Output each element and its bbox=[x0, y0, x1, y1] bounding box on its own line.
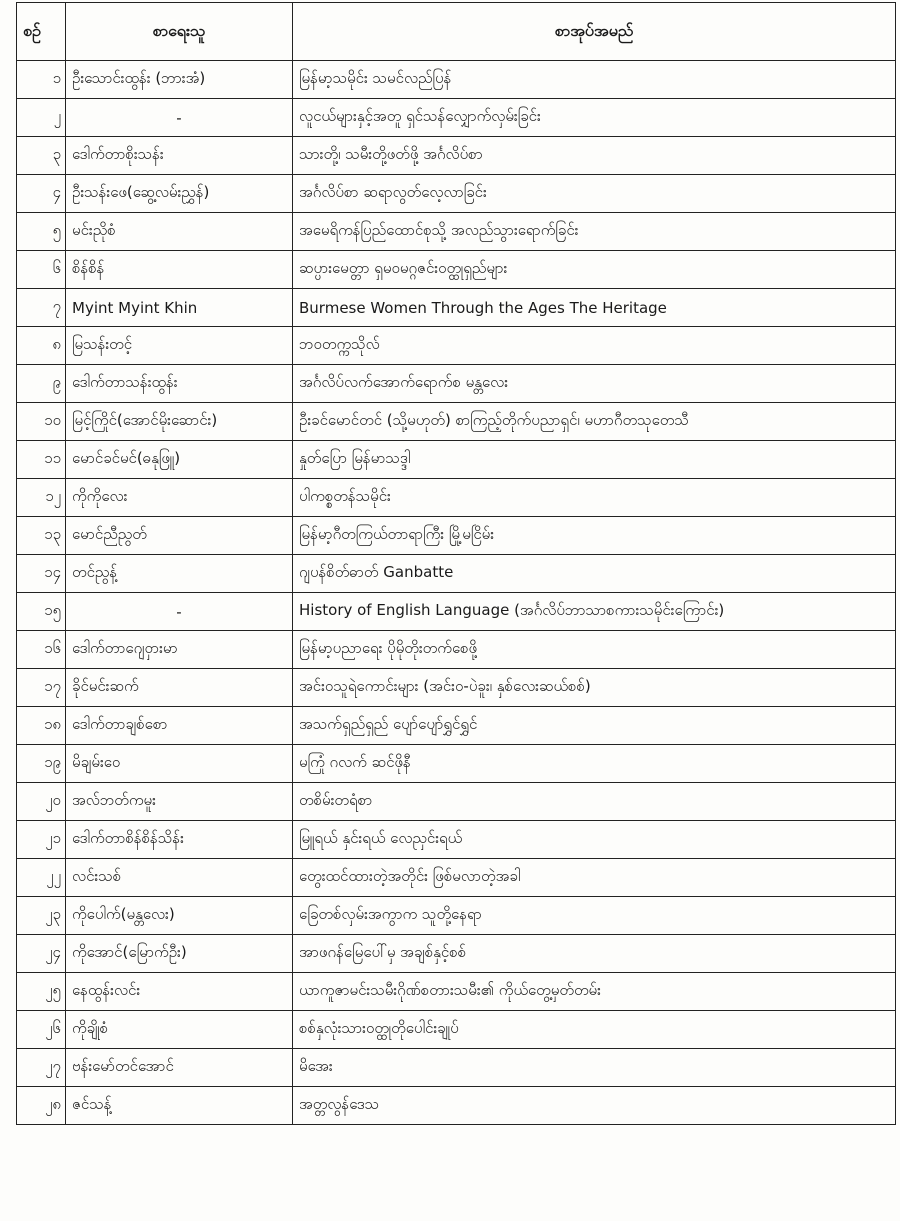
row-author: ဦးသောင်းထွန်း (ဘားအံ) bbox=[66, 61, 293, 99]
row-author: ဒေါက်တာဂျေဝှားမာ bbox=[66, 631, 293, 669]
row-author: မြသန်းတင့် bbox=[66, 327, 293, 365]
row-title: ဘဝတက္ကသိုလ် bbox=[293, 327, 896, 365]
table-row bbox=[17, 821, 896, 859]
row-author: မြင့်ကြိုင်(အောင်မိုးဆောင်း) bbox=[66, 403, 293, 441]
table-row bbox=[17, 251, 896, 289]
row-title: မြန်မာ့ဂီတကြယ်တာရာကြီး မြို့မငြိမ်း bbox=[293, 517, 896, 555]
table-row bbox=[17, 783, 896, 821]
table-row bbox=[17, 707, 896, 745]
row-number: ၁၃ bbox=[17, 517, 66, 555]
row-title: နှုတ်ပြော မြန်မာသဒ္ဒါ bbox=[293, 441, 896, 479]
row-number: ၄ bbox=[17, 175, 66, 213]
row-author: - bbox=[66, 99, 293, 137]
row-title: မြန်မာ့ပညာရေး ပိုမိုတိုးတက်စေဖို့ bbox=[293, 631, 896, 669]
table-row bbox=[17, 99, 896, 137]
table-row bbox=[17, 745, 896, 783]
table-row bbox=[17, 517, 896, 555]
row-number: ၂၃ bbox=[17, 897, 66, 935]
row-author: ကိုအောင်(မြောက်ဦး) bbox=[66, 935, 293, 973]
table-row bbox=[17, 859, 896, 897]
row-number: ၂ bbox=[17, 99, 66, 137]
row-author: ဒေါက်တာစိန်စိန်သိန်း bbox=[66, 821, 293, 859]
row-title: မြန်မာ့သမိုင်း သမင်လည်ပြန် bbox=[293, 61, 896, 99]
row-number: ၁၉ bbox=[17, 745, 66, 783]
header-no: စဉ် bbox=[17, 3, 66, 61]
row-title: History of English Language (အင်္ဂလိပ်ဘာသာစကားသမိုင်းကြောင်း) bbox=[293, 593, 896, 631]
row-title: တွေးထင်ထားတဲ့အတိုင်း ဖြစ်မလာတဲ့အခါ bbox=[293, 859, 896, 897]
table-row bbox=[17, 175, 896, 213]
row-title: အာဖဂန်မြေပေါ်မှ အချစ်နှင့်စစ် bbox=[293, 935, 896, 973]
table-row bbox=[17, 897, 896, 935]
row-author: ဦးသန်းဖေ(ဆွေ့လမ်းညွှန်) bbox=[66, 175, 293, 213]
table-row bbox=[17, 593, 896, 631]
row-number: ၁၇ bbox=[17, 669, 66, 707]
row-title: Burmese Women Through the Ages The Heritage bbox=[293, 289, 896, 327]
row-title: မိအေး bbox=[293, 1049, 896, 1087]
row-number: ၃ bbox=[17, 137, 66, 175]
row-number: ၂၁ bbox=[17, 821, 66, 859]
row-author: လင်းသစ် bbox=[66, 859, 293, 897]
row-title: ခြေတစ်လှမ်းအကွာက သူတို့နေရာ bbox=[293, 897, 896, 935]
row-number: ၇ bbox=[17, 289, 66, 327]
row-number: ၂၈ bbox=[17, 1087, 66, 1125]
row-number: ၁၀ bbox=[17, 403, 66, 441]
row-title: ယာကူဇာမင်းသမီးဂိုဏ်စတားသမီး၏ ကိုယ်တွေ့မှတ်တမ်း bbox=[293, 973, 896, 1011]
row-author: ဇင်သန့် bbox=[66, 1087, 293, 1125]
row-author: ခိုင်မင်းဆက် bbox=[66, 669, 293, 707]
row-title: ဦးခင်မောင်တင် (သို့မဟုတ်) စာကြည့်တိုက်ပညာရှင်၊ မဟာဂီတသုတေသီ bbox=[293, 403, 896, 441]
table-header-row bbox=[17, 3, 896, 61]
row-title: လူငယ်များနှင့်အတူ ရှင်သန်လျှောက်လှမ်းခြင်း bbox=[293, 99, 896, 137]
row-author: နေထွန်းလင်း bbox=[66, 973, 293, 1011]
row-author: အလ်ဘတ်ကမူး bbox=[66, 783, 293, 821]
row-author: - bbox=[66, 593, 293, 631]
table-row bbox=[17, 289, 896, 327]
row-title: အင်းဝသူရဲကောင်းများ (အင်းဝ-ပဲခူး၊ နှစ်လေးဆယ်စစ်) bbox=[293, 669, 896, 707]
table-row bbox=[17, 1011, 896, 1049]
row-title: အင်္ဂလိပ်လက်အောက်ရောက်စ မန္တလေး bbox=[293, 365, 896, 403]
table-row bbox=[17, 213, 896, 251]
row-number: ၁၂ bbox=[17, 479, 66, 517]
row-number: ၈ bbox=[17, 327, 66, 365]
row-title: အတ္တလွန်ဒေသ bbox=[293, 1087, 896, 1125]
row-title: မြူရယ် နှင်းရယ် လေညှင်းရယ် bbox=[293, 821, 896, 859]
row-author: စိန်စိန် bbox=[66, 251, 293, 289]
row-author: ဗန်းမော်တင်အောင် bbox=[66, 1049, 293, 1087]
row-number: ၂၂ bbox=[17, 859, 66, 897]
row-number: ၁ bbox=[17, 61, 66, 99]
table-row bbox=[17, 403, 896, 441]
row-author: ကိုချိုစံ bbox=[66, 1011, 293, 1049]
row-author: မင်းညိုစံ bbox=[66, 213, 293, 251]
row-number: ၆ bbox=[17, 251, 66, 289]
row-number: ၉ bbox=[17, 365, 66, 403]
row-title: ဆပ္ပားမေတ္တာ ရှမဝမဂ္ဂဇင်းဝတ္ထုရှည်များ bbox=[293, 251, 896, 289]
row-number: ၅ bbox=[17, 213, 66, 251]
table-row bbox=[17, 365, 896, 403]
table-row bbox=[17, 61, 896, 99]
row-number: ၁၅ bbox=[17, 593, 66, 631]
header-title: စာအုပ်အမည် bbox=[293, 3, 896, 61]
row-author: ကိုပေါက်(မန္တလေး) bbox=[66, 897, 293, 935]
row-number: ၁၄ bbox=[17, 555, 66, 593]
row-title: စစ်နှလုံးသားဝတ္ထုတိုပေါင်းချုပ် bbox=[293, 1011, 896, 1049]
table-row bbox=[17, 935, 896, 973]
table-row bbox=[17, 1049, 896, 1087]
row-title: တစိမ်းတရံစာ bbox=[293, 783, 896, 821]
row-author: ကိုကိုလေး bbox=[66, 479, 293, 517]
row-number: ၁၁ bbox=[17, 441, 66, 479]
row-title: အသက်ရှည်ရှည် ပျော်ပျော်ရွှင်ရွှင် bbox=[293, 707, 896, 745]
table-row bbox=[17, 1087, 896, 1125]
row-number: ၂၄ bbox=[17, 935, 66, 973]
header-author: စာရေးသူ bbox=[66, 3, 293, 61]
row-title: အင်္ဂလိပ်စာ ဆရာလွတ်လေ့လာခြင်း bbox=[293, 175, 896, 213]
row-number: ၂၅ bbox=[17, 973, 66, 1011]
row-number: ၁၈ bbox=[17, 707, 66, 745]
row-author: Myint Myint Khin bbox=[66, 289, 293, 327]
row-title: သားတို့၊ သမီးတို့ဖတ်ဖို့ အင်္ဂလိပ်စာ bbox=[293, 137, 896, 175]
table-row bbox=[17, 669, 896, 707]
table-row bbox=[17, 479, 896, 517]
row-number: ၁၆ bbox=[17, 631, 66, 669]
table-row bbox=[17, 137, 896, 175]
book-list-table bbox=[16, 2, 896, 1125]
row-author: ဒေါက်တာသန်းထွန်း bbox=[66, 365, 293, 403]
row-number: ၂၀ bbox=[17, 783, 66, 821]
row-title: ပါကစ္စတန်သမိုင်း bbox=[293, 479, 896, 517]
row-author: မောင်ညီညွတ် bbox=[66, 517, 293, 555]
row-number: ၂၆ bbox=[17, 1011, 66, 1049]
table-row bbox=[17, 631, 896, 669]
table-row bbox=[17, 555, 896, 593]
row-author: ဒေါက်တာစိုးသန်း bbox=[66, 137, 293, 175]
row-author: တင်ညွန့် bbox=[66, 555, 293, 593]
row-number: ၂၇ bbox=[17, 1049, 66, 1087]
row-title: ဂျပန်စိတ်ဓာတ် Ganbatte bbox=[293, 555, 896, 593]
row-author: မောင်ခင်မင်(ဓနုဖြူ) bbox=[66, 441, 293, 479]
table-row bbox=[17, 973, 896, 1011]
row-title: အမေရိကန်ပြည်ထောင်စုသို့ အလည်သွားရောက်ခြင်း bbox=[293, 213, 896, 251]
row-author: ဒေါက်တာချစ်စော bbox=[66, 707, 293, 745]
row-title: မကြုံ ဂလက် ဆင်ဖိုနီ bbox=[293, 745, 896, 783]
row-author: မိချမ်းဝေ bbox=[66, 745, 293, 783]
table-row bbox=[17, 441, 896, 479]
table-row bbox=[17, 327, 896, 365]
